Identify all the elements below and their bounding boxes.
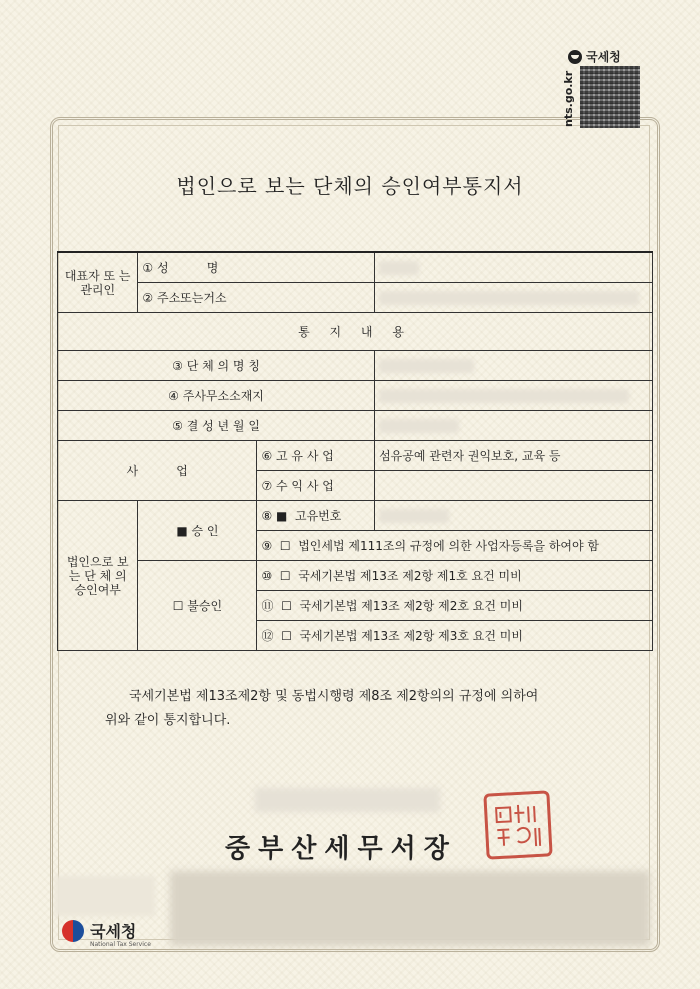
row8-label: ⑧ ■ 고유번호 <box>257 501 375 531</box>
revenue-business-label: ⑦ 수 익 사 업 <box>257 471 375 501</box>
business-label: 사 업 <box>58 441 257 501</box>
address-value <box>375 283 653 313</box>
site-url: nts.go.kr <box>562 70 575 128</box>
unique-business-label: ⑥ 고 유 사 업 <box>257 441 375 471</box>
qr-code-icon[interactable] <box>580 66 640 128</box>
founded-date-value <box>375 411 653 441</box>
name-value <box>375 252 653 283</box>
document-title: 법인으로 보는 단체의 승인여부통지서 <box>176 174 524 198</box>
row12-text: ⑫ ☐ 국세기본법 제13조 제2항 제3호 요건 미비 <box>257 621 653 651</box>
row9-text: ⑨ ☐ 법인세법 제111조의 규정에 의한 사업자등록을 하여야 함 <box>257 531 653 561</box>
nts-emblem-icon <box>62 920 84 942</box>
nts-verification-badge <box>560 48 646 130</box>
statement-line-2: 위와 같이 통지합니다. <box>105 713 231 728</box>
representative-group-label: 대표자 또 는 관리인 <box>58 252 138 313</box>
footer-agency-english: National Tax Service <box>90 941 151 948</box>
founded-date-label: ⑤ 결 성 년 월 일 <box>58 411 375 441</box>
row11-text: ⑪ ☐ 국세기본법 제13조 제2항 제2호 요건 미비 <box>257 591 653 621</box>
approved-option: ■ 승 인 <box>138 501 257 561</box>
statement-line-1: 국세기본법 제13조제2항 및 동법시행령 제8조 제2항의의 규정에 의하여 <box>129 689 539 704</box>
org-name-value <box>375 351 653 381</box>
rejected-option: ☐ 불승인 <box>138 561 257 651</box>
address-label: ② 주소또는거소 <box>138 283 375 313</box>
redacted-stamp <box>55 876 155 916</box>
nts-footer-logo <box>62 919 151 948</box>
org-name-label: ③ 단 체 의 명 칭 <box>58 351 375 381</box>
nts-mascot-icon <box>568 50 582 64</box>
footer-agency-name: 국세청 <box>90 922 137 941</box>
notice-statement <box>105 685 625 733</box>
office-address-value <box>375 381 653 411</box>
redacted-footer-area <box>170 871 650 946</box>
name-label: ① 성 명 <box>138 252 375 283</box>
notice-heading: 통 지 내 용 <box>58 313 653 351</box>
revenue-business-value <box>375 471 653 501</box>
official-seal-icon <box>483 790 552 859</box>
row10-text: ⑩ ☐ 국세기본법 제13조 제2항 제1호 요건 미비 <box>257 561 653 591</box>
approval-group-label: 법인으로 보 는 단 체 의 승인여부 <box>58 501 138 651</box>
agency-badge-label: 국세청 <box>586 50 621 64</box>
issuing-office: 중부산세무서장 <box>225 834 457 864</box>
notice-form-table <box>57 251 653 651</box>
office-address-label: ④ 주사무소소재지 <box>58 381 375 411</box>
unique-number-value <box>375 501 653 531</box>
issue-date-redacted <box>255 788 440 812</box>
unique-business-value: 섬유공예 관련자 권익보호, 교육 등 <box>375 441 653 471</box>
